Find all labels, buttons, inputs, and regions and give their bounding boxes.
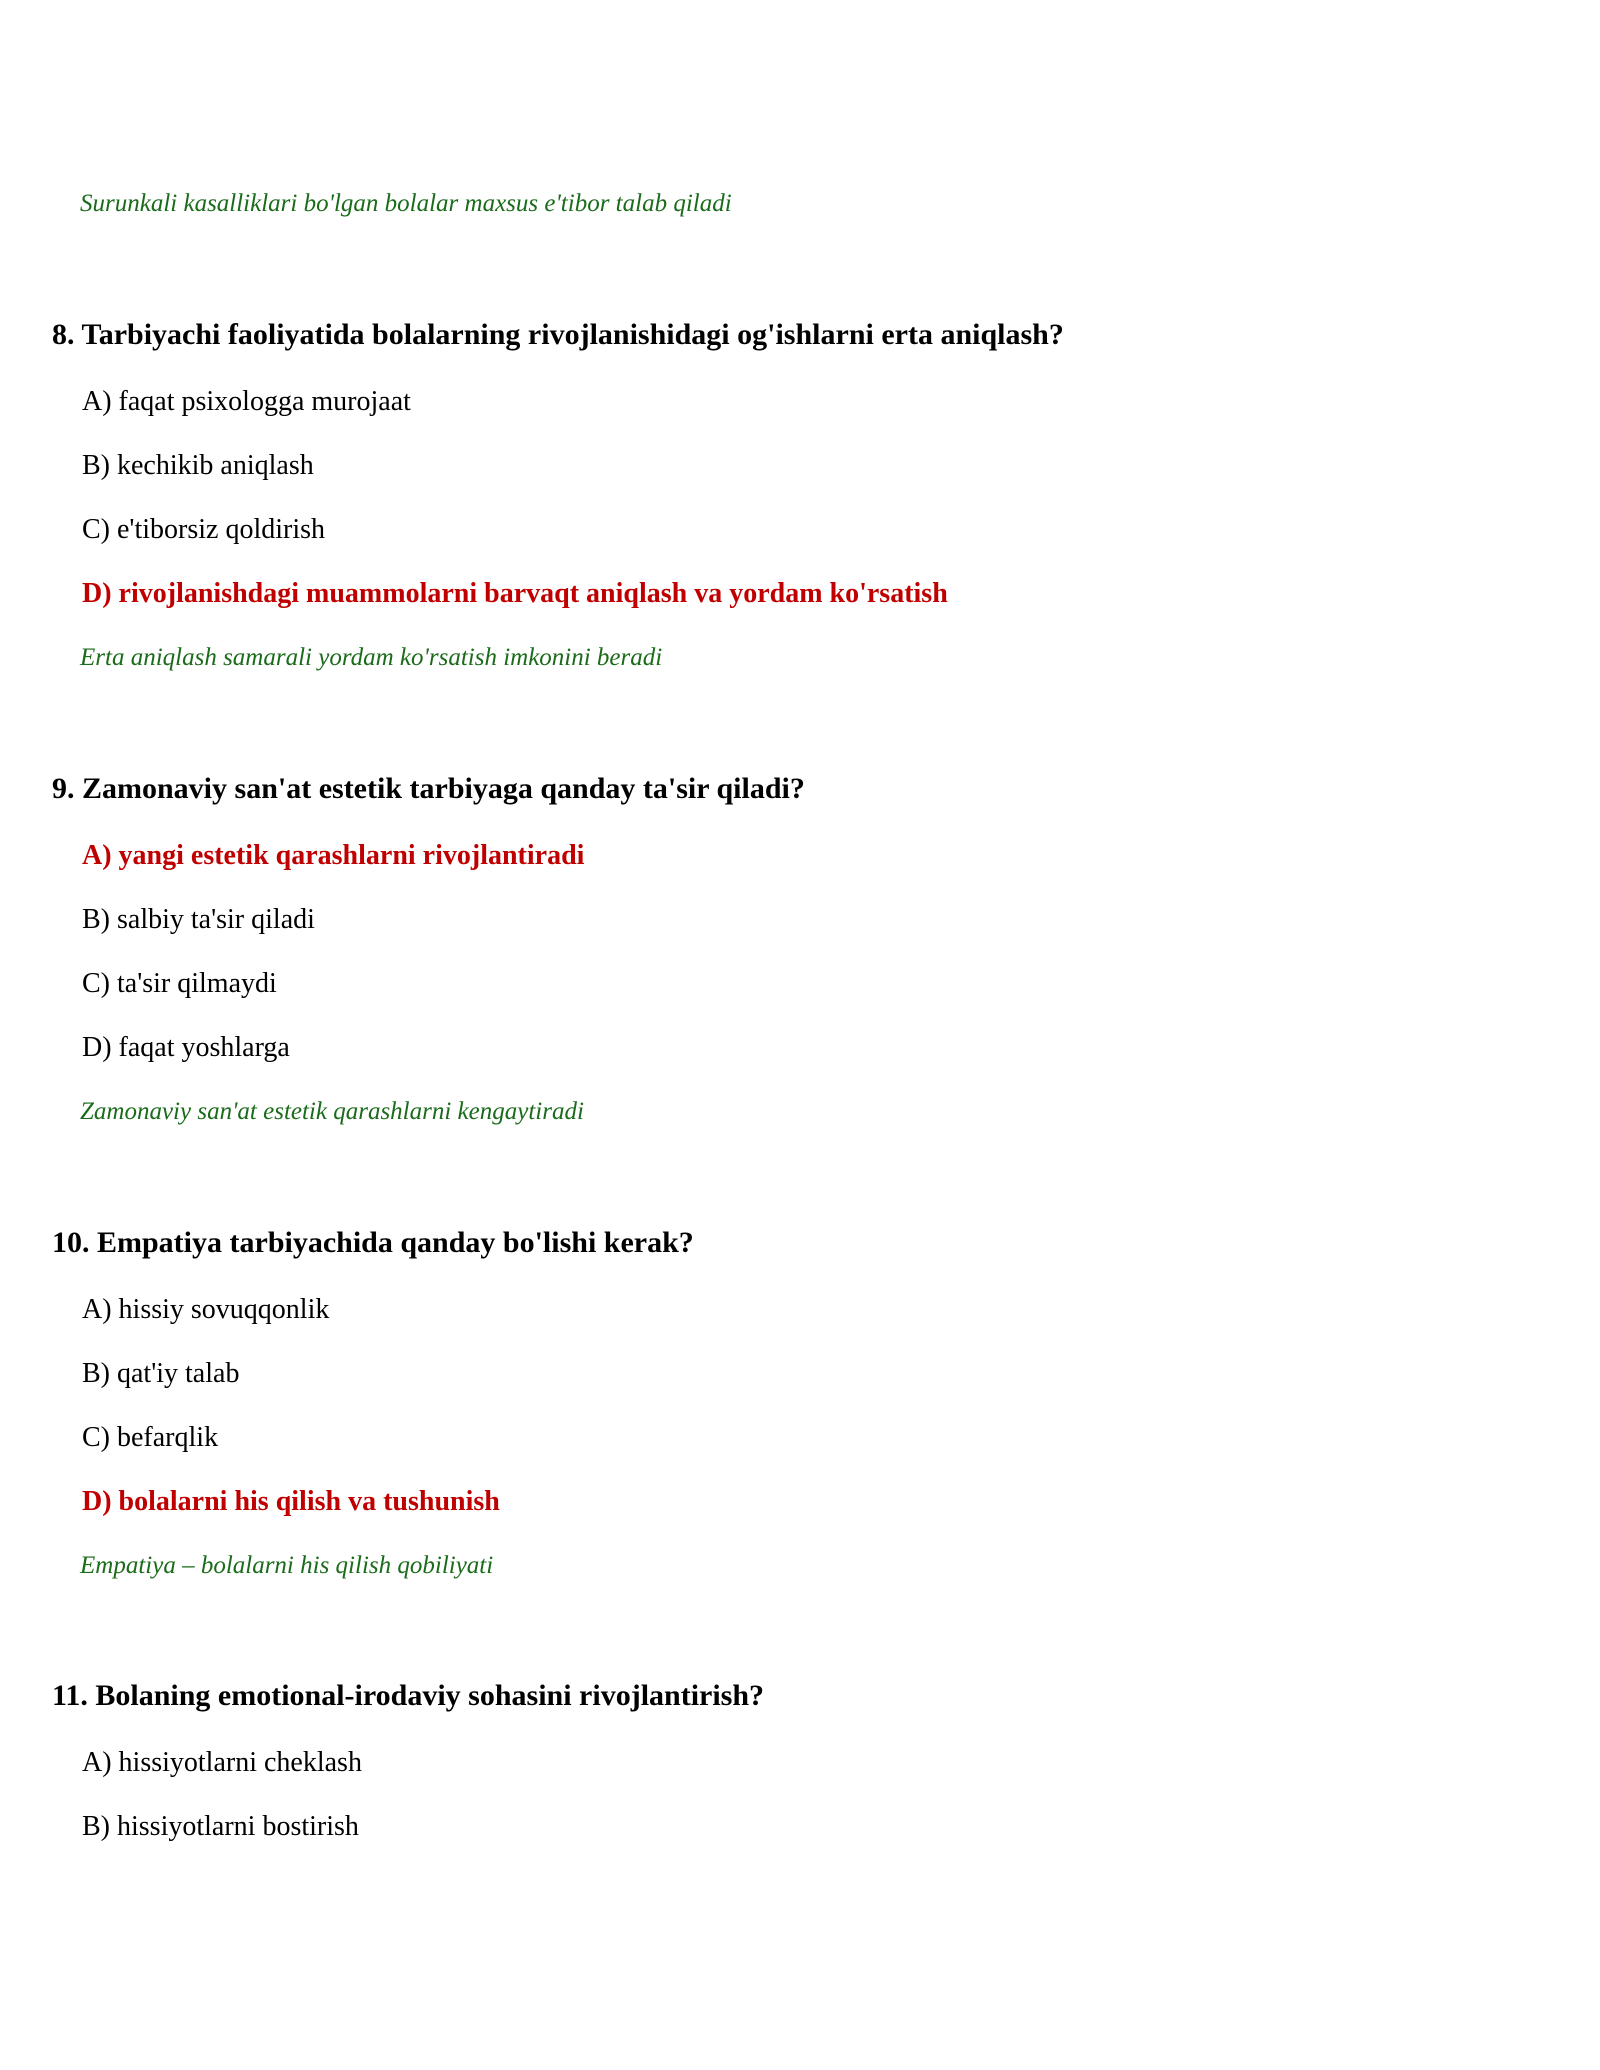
explanation-text: Erta aniqlash samarali yordam ko'rsatish imkonini beradi [80,644,663,671]
answer-option: B) qat'iy talab [82,1358,240,1389]
answer-option: C) e'tiborsiz qoldirish [82,514,326,545]
answer-option: B) hissiyotlarni bostirish [82,1811,359,1842]
answer-option: D) faqat yoshlarga [82,1032,290,1063]
question-title: 9. Zamonaviy san'at estetik tarbiyaga qanday ta'sir qiladi? [52,772,805,805]
explanation-text: Zamonaviy san'at estetik qarashlarni kengaytiradi [80,1098,584,1125]
answer-option: B) kechikib aniqlash [82,450,314,481]
answer-option: A) hissiyotlarni cheklash [82,1747,362,1778]
question-title: 11. Bolaning emotional-irodaviy sohasini rivojlantirish? [52,1679,765,1712]
answer-option: A) faqat psixologga murojaat [82,386,411,417]
correct-answer-option: A) yangi estetik qarashlarni rivojlantiradi [82,840,585,871]
explanation-text: Empatiya – bolalarni his qilish qobiliyati [80,1552,494,1579]
answer-option: A) hissiy sovuqqonlik [82,1294,330,1325]
question-title: 8. Tarbiyachi faoliyatida bolalarning rivojlanishidagi og'ishlarni erta aniqlash? [52,318,1064,351]
correct-answer-option: D) rivojlanishdagi muammolarni barvaqt aniqlash va yordam ko'rsatish [82,578,948,609]
explanation-text: Surunkali kasalliklari bo'lgan bolalar maxsus e'tibor talab qiladi [80,190,732,217]
question-title: 10. Empatiya tarbiyachida qanday bo'lishi kerak? [52,1226,694,1259]
answer-option: B) salbiy ta'sir qiladi [82,904,315,935]
correct-answer-option: D) bolalarni his qilish va tushunish [82,1486,500,1517]
answer-option: C) ta'sir qilmaydi [82,968,277,999]
answer-option: C) befarqlik [82,1422,219,1453]
